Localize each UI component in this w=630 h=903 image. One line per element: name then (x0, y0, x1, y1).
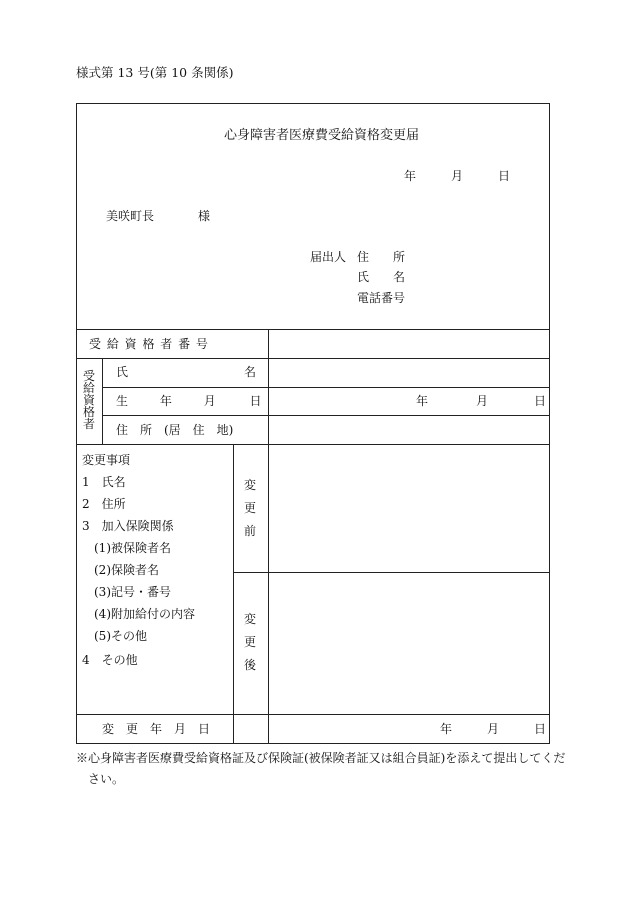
recipient-address-field[interactable] (270, 417, 548, 443)
footnote-line-1: ※心身障害者医療費受給資格証及び保険証(被保険者証又は組合員証)を添えて提出してくだ (76, 751, 566, 765)
change-item: 3 加入保険関係 (82, 519, 174, 533)
row-line (76, 714, 550, 715)
row-line (76, 358, 550, 359)
form-title: 心身障害者医療費受給資格変更届 (224, 128, 420, 143)
addressee-honorific: 様 (198, 209, 211, 223)
change-item: (1)被保険者名 (82, 541, 171, 555)
row-line (76, 444, 550, 445)
before-label: 変 更 前 (243, 478, 256, 538)
applicant-address-label: 住 所 (357, 250, 406, 264)
label-column-line (268, 329, 269, 444)
submit-date-day[interactable]: 日 (498, 169, 511, 183)
form-number: 様式第 13 号(第 10 条関係) (76, 65, 234, 80)
footnote-line-2: さい。 (88, 772, 125, 786)
change-item: 2 住所 (82, 497, 126, 511)
applicant-label: 届出人 (310, 250, 347, 264)
before-change-field[interactable] (270, 446, 548, 570)
group-column-line (102, 358, 103, 444)
submit-date-year[interactable]: 年 (404, 169, 417, 183)
recipient-number-field[interactable] (270, 331, 548, 357)
after-change-field[interactable] (270, 574, 548, 712)
applicant-phone-label: 電話番号 (357, 291, 406, 305)
birth-day[interactable]: 日 (534, 394, 547, 408)
change-item: (5)その他 (82, 629, 147, 643)
name-label-right: 名 (244, 365, 257, 379)
value-column-line (268, 444, 269, 744)
change-item: (4)附加給付の内容 (82, 607, 195, 621)
change-date-label: 変 更 年 月 日 (102, 722, 211, 736)
applicant-name-label: 氏 名 (357, 270, 406, 284)
change-item: 1 氏名 (82, 475, 126, 489)
change-item: (2)保険者名 (82, 563, 159, 577)
after-label: 変 更 後 (243, 612, 256, 672)
change-date-year[interactable]: 年 (440, 722, 453, 736)
change-item: (3)記号・番号 (82, 585, 171, 599)
changes-column-line (233, 444, 234, 744)
row-line (102, 387, 550, 388)
recipient-group-label: 受 給 資 格 者 (82, 369, 95, 431)
changes-heading: 変更事項 (82, 453, 131, 467)
name-label-left: 氏 (116, 365, 129, 379)
addressee-name: 美咲町長 (106, 209, 155, 223)
submit-date-month[interactable]: 月 (451, 169, 464, 183)
birth-label: 生 年 月 日 (116, 394, 262, 408)
row-line (102, 415, 550, 416)
change-date-day[interactable]: 日 (534, 722, 547, 736)
birth-month[interactable]: 月 (476, 394, 489, 408)
birth-year[interactable]: 年 (416, 394, 429, 408)
table-top-line (76, 329, 550, 330)
recipient-number-label: 受 給 資 格 者 番 号 (89, 337, 209, 351)
change-divider-line (233, 572, 550, 573)
recipient-name-field[interactable] (270, 360, 548, 386)
change-item: 4 その他 (82, 653, 138, 667)
address-label: 住 所 (居 住 地) (116, 423, 234, 437)
change-date-month[interactable]: 月 (487, 722, 500, 736)
